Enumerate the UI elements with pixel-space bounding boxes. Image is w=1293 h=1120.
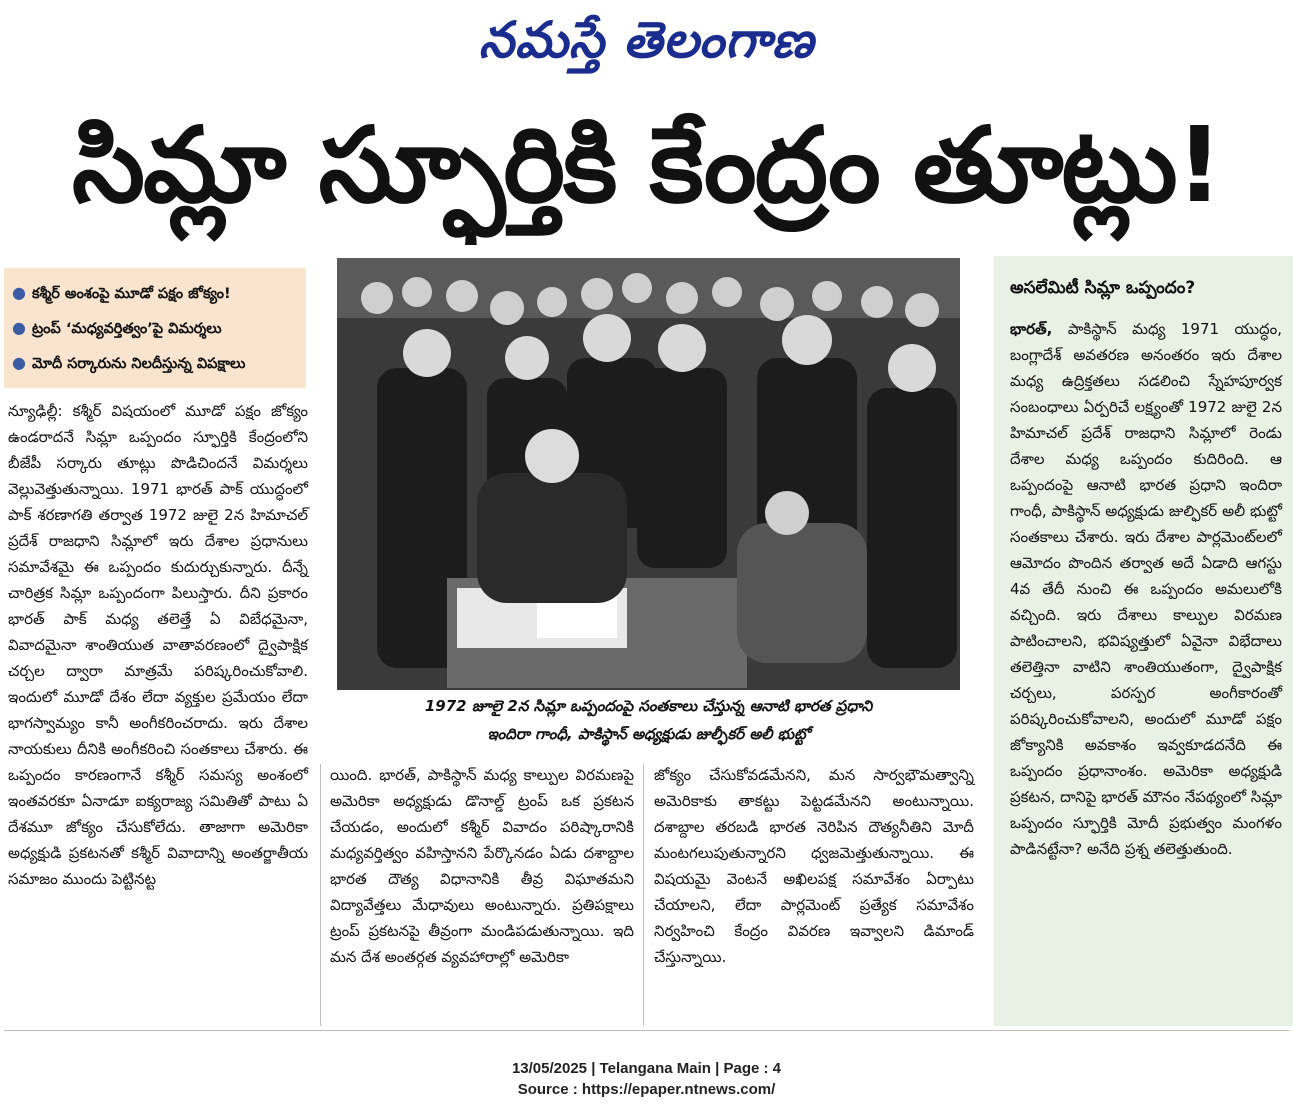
highlight-item — [12, 346, 300, 381]
highlight-text: మోదీ సర్కారును నిలదీస్తున్న విపక్షాలు — [31, 356, 246, 372]
photo-caption — [337, 692, 960, 754]
highlight-item — [12, 311, 300, 346]
masthead-logo: నమస్తే తెలంగాణ — [478, 10, 815, 69]
article-column-middle — [330, 762, 634, 1030]
article-text: జోక్యం చేసుకోవడమేనని, మన సార్వభౌమత్వాన్ని అమెరికాకు తాకట్టు పెట్టడమేనని అంటున్నాయి. దశాబ్దాల తరబడి భారత నెరిపిన దౌత్యనీతిని మోదీ మంటగలుపుతున్నారని ధ్వజమెత్తుతున్నాయి. ఈ విషయమై వెంటనే అఖిలపక్ష సమావేశం ఏర్పాటు చేయాలని, లేదా పార్లమెంట్ ప్రత్యేక సమావేశం నిర్వహించి కేంద్రం వివరణ ఇవ్వాలని డిమాండ్ చేస్తున్నాయి. — [654, 766, 974, 966]
bullet-icon: ● — [12, 318, 26, 337]
highlight-text: కశ్మీర్ అంశంపై మూడో పక్షం జోక్యం! — [31, 286, 231, 302]
sidebar-explainer — [994, 256, 1293, 1026]
highlights-box — [4, 268, 306, 388]
caption-line: ఇందిరా గాంధీ, పాకిస్థాన్ అధ్యక్షుడు జుల్ఫీకర్ అలీ భుట్టో — [487, 725, 810, 743]
column-divider — [643, 764, 644, 1026]
article-text: న్యూఢిల్లీ: కశ్మీర్ విషయంలో మూడో పక్షం జోక్యం ఉండరాదనే సిమ్లా ఒప్పందం స్ఫూర్తికి కేంద్రంలోని బీజేపీ సర్కారు తూట్లు పొడిచిందనే విమర్శలు వెల్లువెత్తుతున్నాయి. 1971 భారత్ పాక్ యుద్ధంలో పాక్ శరణాగతి తర్వాత 1972 జులై 2న హిమాచల్ ప్రదేశ్ రాజధాని సిమ్లాలో ఇరు దేశాల ప్రధానులు సమావేశమై ఈ ఒప్పందం కుదుర్చుకున్నారు. దీన్నే చారిత్రక సిమ్లా ఒప్పందంగా పిలుస్తారు. దీని ప్రకారం భారత్ పాక్ మధ్య తలెత్తే ఏ విబేధమైనా, వివాదమైనా శాంతియుత వాతావరణంలో ద్వైపాక్షిక చర్చల ద్వారా మాత్రమే పరిష్కరించుకోవాలి. ఇందులో మూడో దేశం లేదా వ్యక్తుల ప్రమేయం లేదా భాగస్వామ్యం కానీ అంగీకరించరాదు. ఇరు దేశాల నాయకులు దీనికి అంగీకరించి సంతకాలు చేశారు. ఈ ఒప్పందం కారణంగానే కశ్మీర్ సమస్య అంశంలో ఇంతవరకూ ఏనాడూ ఐక్యరాజ్య సమితితో పాటు ఏ దేశమూ జోక్యం చేసుకోలేదు. తాజాగా అమెరికా అధ్యక్షుడి ప్రకటనతో కశ్మీర్ వివాదాన్ని అంతర్జాతీయ సమాజం ముందు పెట్టినట్ట — [8, 402, 308, 888]
bullet-icon: ● — [12, 353, 26, 372]
news-photo — [337, 258, 960, 690]
caption-line: 1972 జూలై 2న సిమ్లా ఒప్పందంపై సంతకాలు చేస్తున్న ఆనాటి భారత ప్రధాని — [424, 697, 873, 715]
headline: సిమ్లా స్ఫూర్తికి కేంద్రం తూట్లు! — [71, 104, 1222, 226]
article-text: యింది. భారత్, పాకిస్థాన్ మధ్య కాల్పుల విరమణపై అమెరికా అధ్యక్షుడు డొనాల్డ్ ట్రంప్ ఒక ప్రకటన చేయడం, అందులో కశ్మీర్ వివాదం పరిష్కారానికి మధ్యవర్తిత్వం వహిస్తానని పేర్కొనడం ఏడు దశాబ్దాల భారత దౌత్య విధానానికి తీవ్ర విఘాతమని విద్యావేత్తలు మేధావులు అంటున్నారు. ప్రతిపక్షాలు ట్రంప్ ప్రకటనపై తీవ్రంగా మండిపడుతున్నాయి. ఇది మన దేశ అంతర్గత వ్యవహారాల్లో అమెరికా — [330, 766, 634, 966]
sidebar-title: అసలేమిటీ సిమ్లా ఒప్పందం? — [1010, 278, 1196, 298]
highlight-text: ట్రంప్ ‘మధ్యవర్తిత్వం’పై విమర్శలు — [31, 321, 222, 337]
highlight-item — [12, 276, 300, 311]
page-footer — [0, 1058, 1293, 1100]
sidebar-lead-word: భారత్, — [1010, 320, 1053, 338]
photo-illustration — [337, 258, 960, 690]
footer-edition-info: 13/05/2025 | Telangana Main | Page : 4 — [511, 1060, 782, 1077]
sidebar-body — [1010, 316, 1282, 862]
sidebar-text: పాకిస్థాన్ మధ్య 1971 యుద్ధం, బంగ్లాదేశ్ అవతరణ అనంతరం ఇరు దేశాల మధ్య ఉద్రిక్తతలు సడలించి స్నేహపూర్వక సంబంధాలు ఏర్పరిచే లక్ష్యంతో 1972 జులై 2న హిమాచల్ ప్రదేశ్ రాజధాని సిమ్లాలో రెండు దేశాల మధ్య ఒప్పందం కుదిరింది. ఆ ఒప్పందంపై ఆనాటి భారత ప్రధాని ఇందిరా గాంధీ, పాకిస్థాన్ అధ్యక్షుడు జుల్ఫికర్ అలీ భుట్టో సంతకాలు చేశారు. ఇరు దేశాల పార్లమెంట్‌లలో ఆమోదం పొందిన తర్వాత అదే ఏడాది ఆగస్టు 4వ తేదీ నుంచి ఈ ఒప్పందం అమలులోకి వచ్చింది. ఇరు దేశాలు కాల్పుల విరమణ పాటించాలని, భవిష్యత్తులో ఏవైనా విభేదాలు తలెత్తినా వాటిని శాంతియుతంగా, ద్వైపాక్షిక చర్చలు, పరస్పర అంగీకారంతో పరిష్కరించుకోవాలని, అందులో మూడో పక్షం జోక్యానికి అవకాశం ఇవ్వకూడదనేది ఈ ఒప్పందం ప్రధానాంశం. అమెరికా అధ్యక్షుడి ప్రకటన, దానిపై భారత్ మౌనం నేపథ్యంలో సిమ్లా ఒప్పందం స్ఫూర్తికి మోదీ ప్రభుత్వం మంగళం పాడినట్టేనా? అనేది ప్రశ్న తలెత్తుతుంది. — [1010, 320, 1282, 858]
bullet-icon: ● — [12, 283, 26, 302]
article-column-left — [8, 398, 308, 1028]
bottom-divider — [4, 1030, 1289, 1031]
footer-source: Source : https://epaper.ntnews.com/ — [517, 1081, 776, 1098]
article-column-right — [654, 762, 974, 1030]
column-divider — [320, 764, 321, 1026]
